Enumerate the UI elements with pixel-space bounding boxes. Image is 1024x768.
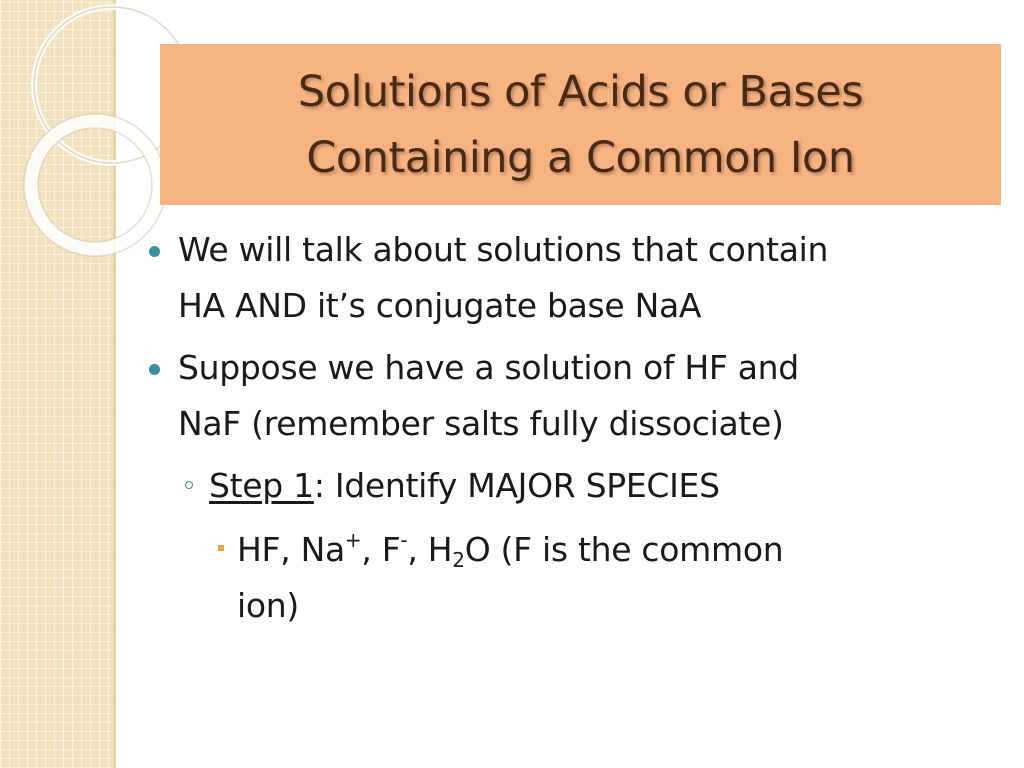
- bullet-line: Suppose we have a solution of HF and: [178, 348, 799, 387]
- title-line-2: Containing a Common Ion: [306, 132, 855, 183]
- slide-title: [298, 59, 863, 191]
- teal-bullet-icon: [149, 364, 160, 375]
- title-line-1: Solutions of Acids or Bases: [297, 66, 864, 117]
- bullet-hf-naf-example: [145, 340, 995, 452]
- step-label: Step 1: [209, 466, 314, 505]
- h2o-subscript: 2: [452, 548, 465, 572]
- species-hf-na: HF, Na: [237, 530, 345, 569]
- slide-content: [145, 222, 995, 634]
- bullet-line: NaF (remember salts fully dissociate): [178, 404, 784, 443]
- f-charge: -: [400, 528, 408, 552]
- title-box: [160, 44, 1001, 205]
- hollow-circle-bullet-icon: [185, 481, 193, 489]
- bullet-common-ion-intro: [145, 222, 995, 334]
- step-text: : Identify MAJOR SPECIES: [313, 466, 720, 505]
- species-line-2: ion): [237, 586, 299, 625]
- na-charge: +: [344, 528, 362, 552]
- teal-bullet-icon: [149, 246, 160, 257]
- species-o-rest: O (F is the common: [464, 530, 784, 569]
- bullet-line: HA AND it’s conjugate base NaA: [178, 286, 702, 325]
- orange-square-bullet-icon: [218, 545, 224, 551]
- species-f: , F: [361, 530, 401, 569]
- bullet-line: We will talk about solutions that contain: [178, 230, 829, 269]
- sub-sub-bullet-major-species: [145, 522, 995, 634]
- sub-bullet-step-1: [145, 458, 995, 514]
- species-h: , H: [407, 530, 453, 569]
